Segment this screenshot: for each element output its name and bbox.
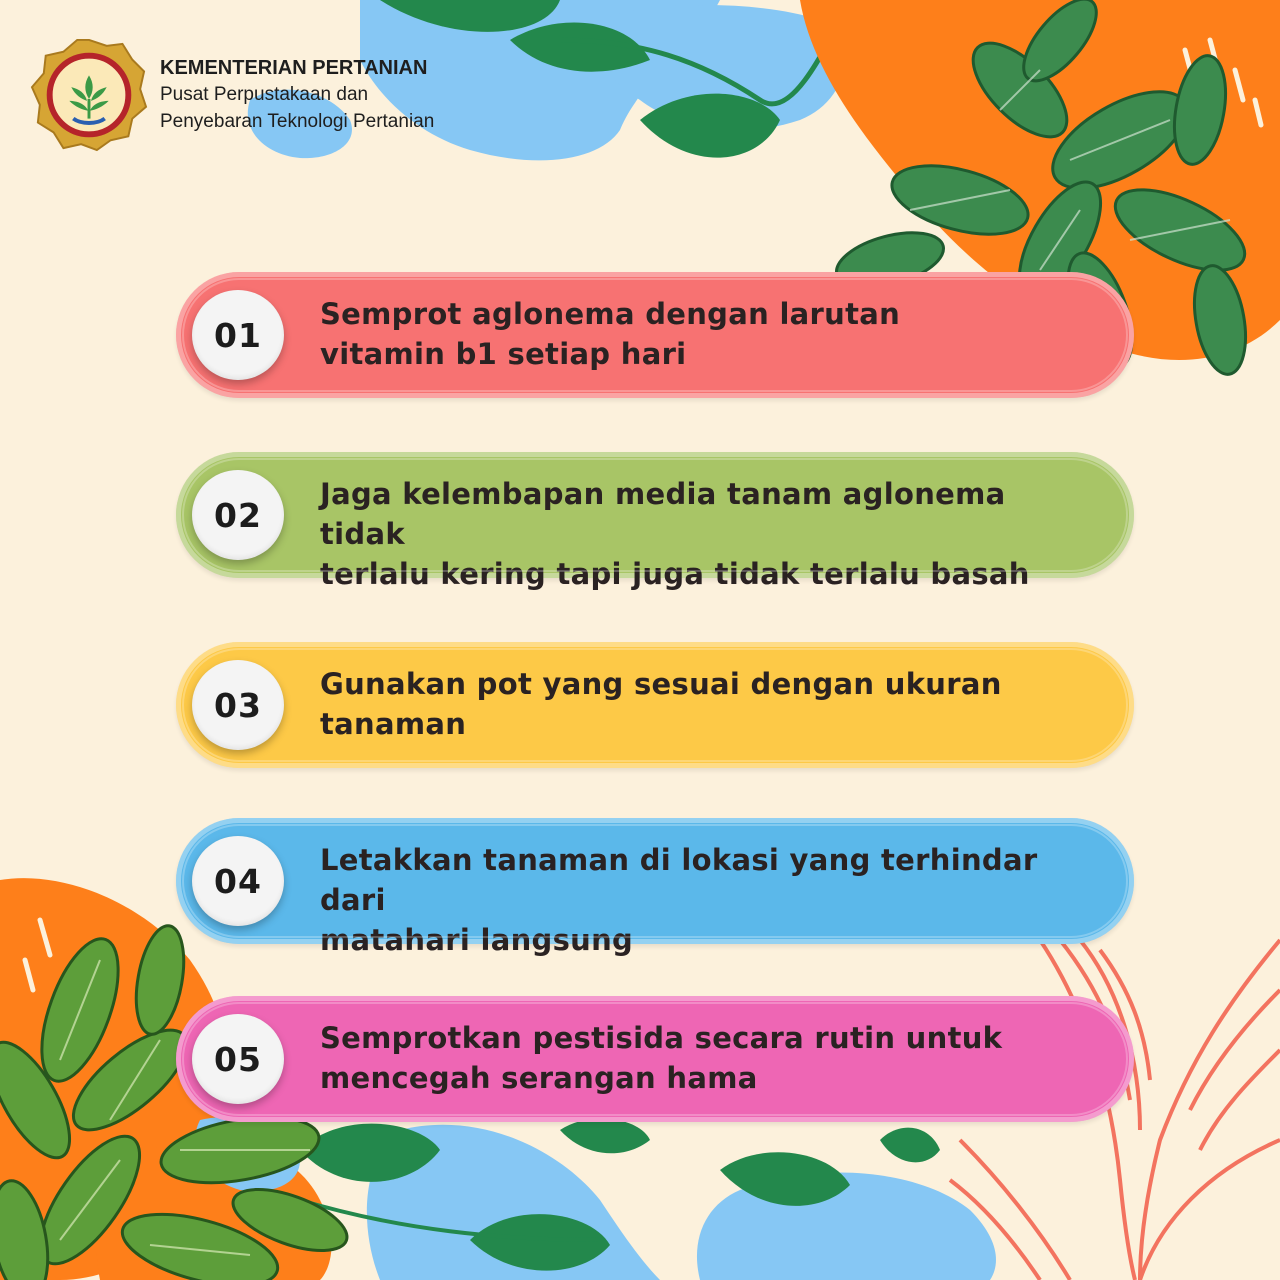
- step-text: [320, 474, 1094, 594]
- org-subtitle-line1: Pusat Perpustakaan dan: [160, 84, 369, 105]
- step-text-line2: terlalu kering tapi juga tidak terlalu basah: [320, 557, 1030, 591]
- step-text-line1: Letakkan tanaman di lokasi yang terhindar dari: [320, 843, 1038, 917]
- org-name: KEMENTERIAN PERTANIAN: [160, 57, 428, 79]
- step-number-badge: 04: [192, 836, 284, 926]
- step-text-line2: matahari langsung: [320, 923, 634, 957]
- step-card-3: [176, 642, 1134, 768]
- step-text: [320, 1018, 1094, 1098]
- step-text: [320, 840, 1094, 960]
- step-text: [320, 294, 1094, 374]
- step-text: [320, 664, 1094, 744]
- step-card-2: [176, 452, 1134, 591]
- step-text-line1: Gunakan pot yang sesuai dengan ukuran: [320, 667, 1002, 701]
- step-number-badge: 02: [192, 470, 284, 560]
- step-number-badge: 01: [192, 290, 284, 380]
- step-number-badge: 05: [192, 1014, 284, 1104]
- step-text-line2: vitamin b1 setiap hari: [320, 337, 687, 371]
- org-subtitle-line2: Penyebaran Teknologi Pertanian: [160, 111, 435, 132]
- step-card-5: [176, 996, 1134, 1122]
- step-text-line2: tanaman: [320, 707, 467, 741]
- step-text-line1: Jaga kelembapan media tanam aglonema tidak: [320, 477, 1006, 551]
- step-text-line1: Semprot aglonema dengan larutan: [320, 297, 901, 331]
- step-card-1: [176, 272, 1134, 398]
- step-card-4: [176, 818, 1134, 957]
- step-text-line2: mencegah serangan hama: [320, 1061, 758, 1095]
- step-number-badge: 03: [192, 660, 284, 750]
- step-text-line1: Semprotkan pestisida secara rutin untuk: [320, 1021, 1003, 1055]
